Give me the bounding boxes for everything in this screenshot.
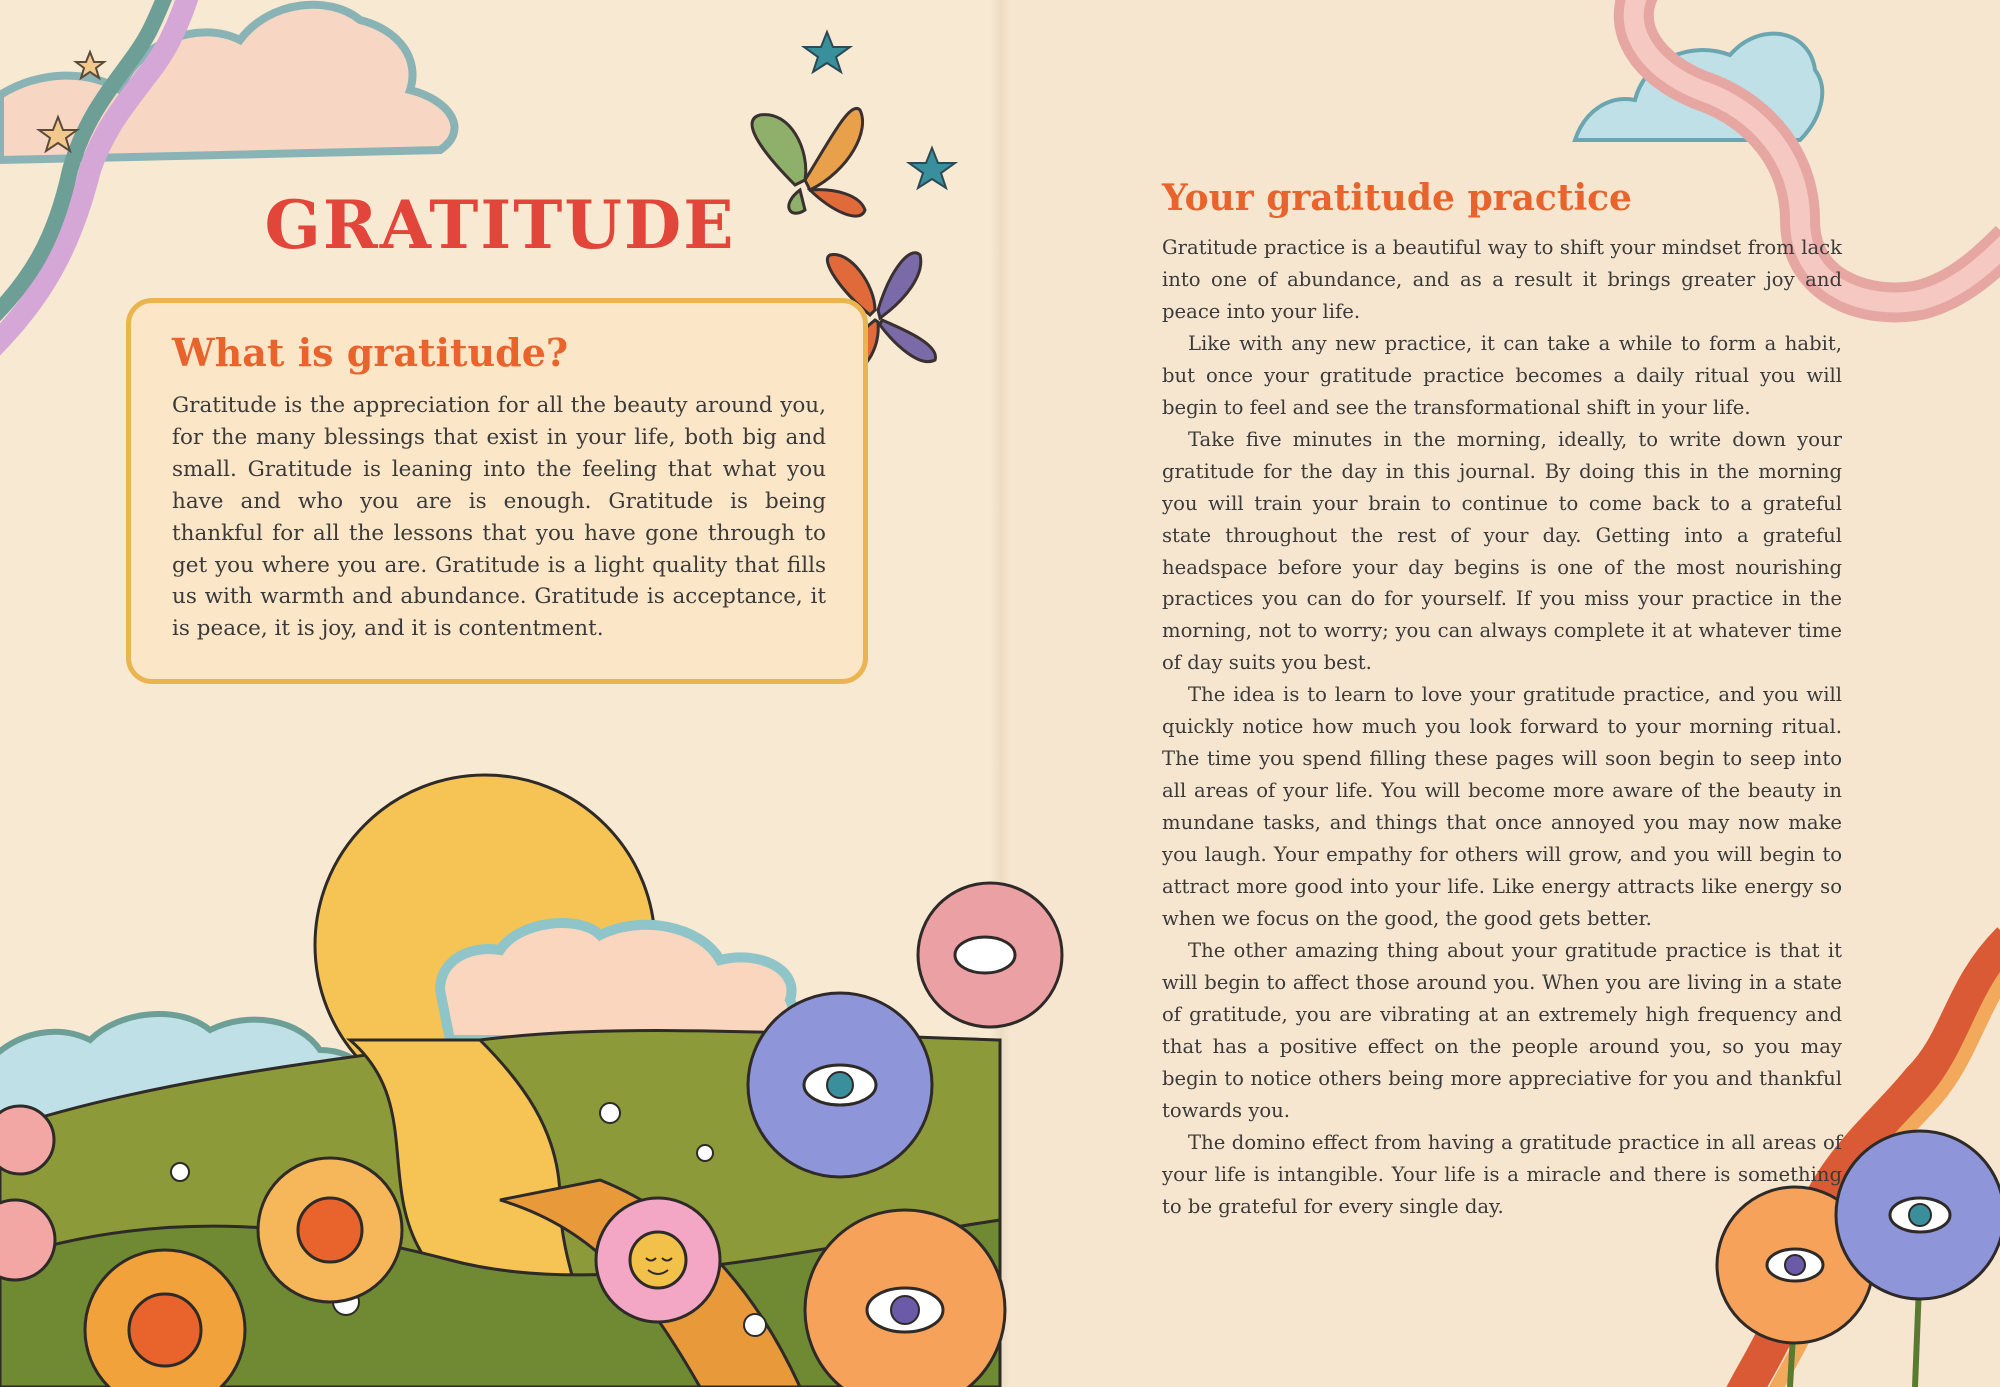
practice-paragraph: Like with any new practice, it can take a while to form a habit, but once your gratitude practice becomes a daily ritual you will begin to feel and see the transformational shift in your life. bbox=[1162, 331, 1842, 419]
practice-paragraph: The domino effect from having a gratitude practice in all areas of your life is intangible. Your life is a miracle and there is something to be grateful for every single day. bbox=[1162, 1130, 1842, 1218]
flower-illustration bbox=[258, 1158, 402, 1302]
eye-flower-illustration bbox=[748, 993, 932, 1177]
practice-paragraph: The idea is to learn to love your gratitude practice, and you will quickly notice how much you look forward to your morning ritual. The time you spend filling these pages will soon begin to seep into all areas of your life. You will become more aware of the beauty in mundane tasks, and things that once annoyed you may now make you laugh. Your empathy for others will grow, and you will begin to attract more good into your life. Like energy attracts like energy so when we focus on the good, the good gets better. bbox=[1162, 683, 1842, 931]
practice-paragraph: Gratitude practice is a beautiful way to shift your mindset from lack into one of abundance, and as a result it brings greater joy and peace into your life. bbox=[1162, 236, 1842, 323]
eye-flower-illustration bbox=[805, 1210, 1005, 1387]
eye-flower-illustration bbox=[1836, 1131, 2000, 1387]
butterfly-icon bbox=[752, 108, 865, 216]
practice-paragraph: Take five minutes in the morning, ideally, to write down your gratitude for the day in this journal. By doing this in the morning you will train your brain to continue to come back to a grateful state throughout the rest of your day. Getting into a grateful headspace before your day begins is one of the most nourishing practices you can do for yourself. If you miss your practice in the morning, not to worry; you can always complete it at whatever time of day suits you best. bbox=[1162, 427, 1842, 675]
intro-heading: What is gratitude? bbox=[172, 330, 569, 375]
page-title: GRATITUDE bbox=[264, 186, 736, 264]
practice-heading: Your gratitude practice bbox=[1162, 177, 1632, 219]
practice-body bbox=[1162, 232, 1842, 1223]
intro-body: Gratitude is the appreciation for all the beauty around you, for the many blessings that exist in your life, both big and small. Gratitude is leaning into the feeling that what you have and who you are is enough. Gratitude is being thankful for all the lessons that you have gone through to get you where you are. Gratitude is a light quality that fills us with warmth and abundance. Gratitude is acceptance, it is peace, it is joy, and it is contentment. bbox=[172, 393, 826, 642]
smiling-flower-illustration bbox=[596, 1198, 720, 1322]
eye-flower-illustration bbox=[918, 883, 1062, 1027]
practice-paragraph: The other amazing thing about your gratitude practice is that it will begin to affect those around you. When you are living in a state of gratitude, you are vibrating at an extremely high frequency and that has a positive effect on the people around you, so you may begin to notice others being more appreciative for you and thankful towards you. bbox=[1162, 938, 1842, 1122]
